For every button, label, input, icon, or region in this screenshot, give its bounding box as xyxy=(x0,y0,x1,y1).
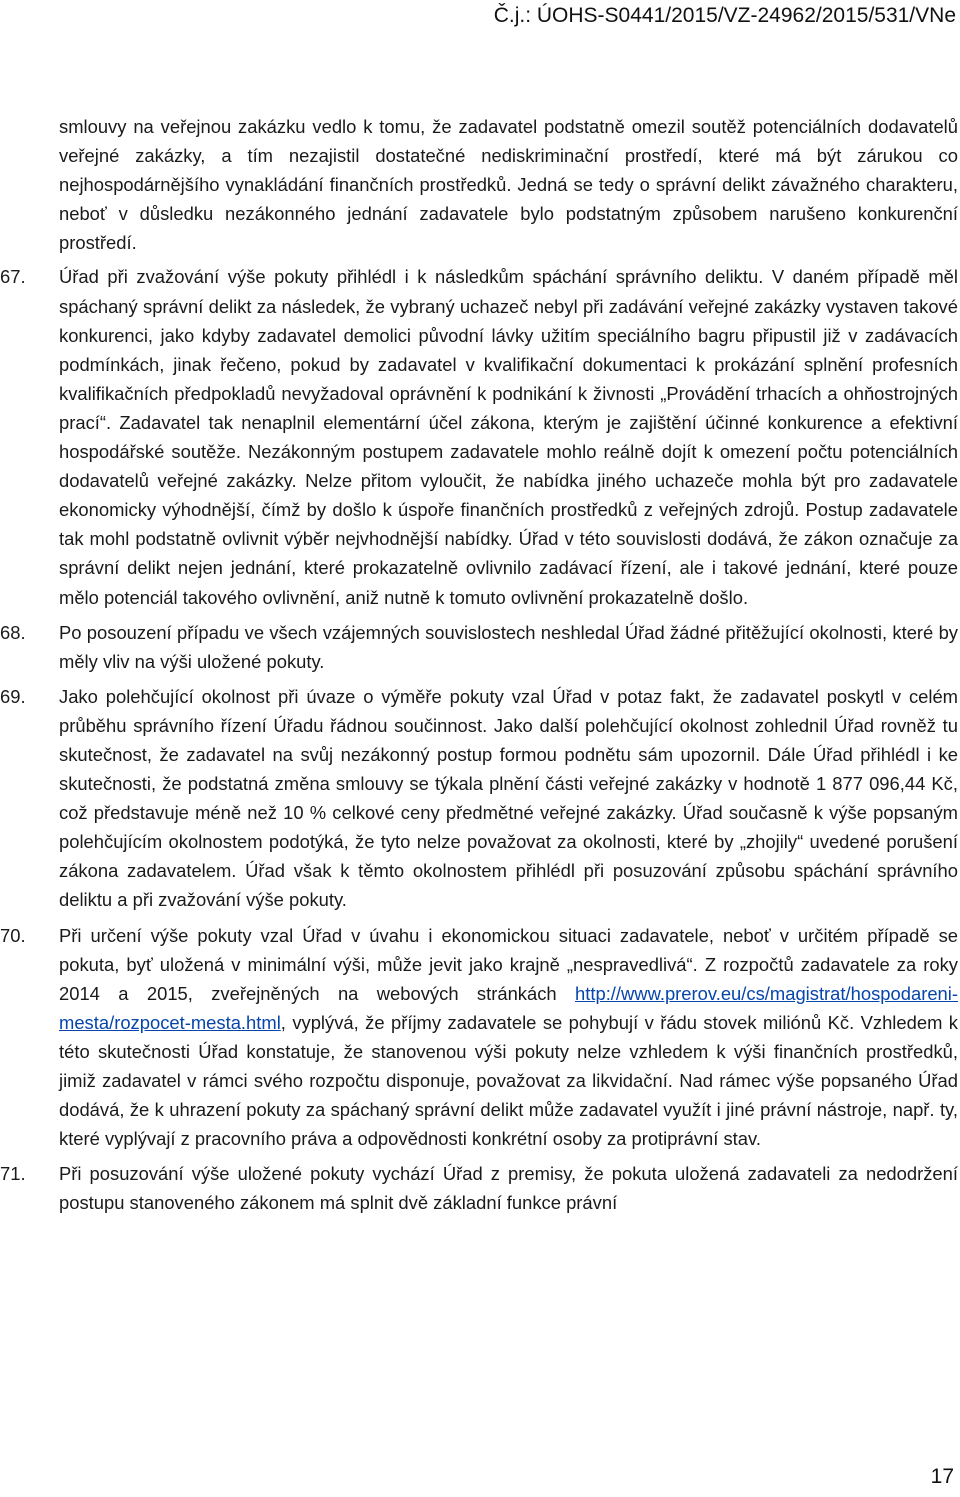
paragraph-text: Jako polehčující okolnost při úvaze o výměře pokuty vzal Úřad v potaz fakt, že zadavatel poskytl v celém průběhu správního řízení Úřadu řádnou součinnost. Jako další polehčující okolnost zohlednil Úřad rovněž tu skutečnost, že zadavatel na svůj nezákonný postup formou podnětu sám upozornil. Dále Úřad přihlédl i ke skutečnosti, že podstatná změna smlouvy se týkala plnění části veřejné zakázky v hodnotě 1 877 096,44 Kč, což představuje méně než 10 % celkové ceny předmětné veřejné zakázky. Úřad současně k výše popsaným polehčujícím okolnostem podotýká, že tyto nelze považovat za okolnosti, které by „zhojily“ uvedené porušení zákona zadavatelem. Úřad však k těmto okolnostem přihlédl při posuzování způsobu spáchání správního deliktu a při zvažování výše pokuty. xyxy=(59,685,958,911)
document-body xyxy=(0,112,958,1223)
page-number: 17 xyxy=(930,1465,954,1488)
paragraph-69 xyxy=(0,682,958,915)
document-reference: Č.j.: ÚOHS-S0441/2015/VZ-24962/2015/531/VNe xyxy=(493,4,956,27)
paragraph-70 xyxy=(0,921,958,1154)
paragraph-text xyxy=(59,921,958,1154)
paragraph-number: 67. xyxy=(0,266,26,288)
paragraph-number: 70. xyxy=(0,924,26,946)
paragraph-71 xyxy=(0,1159,958,1217)
intro-paragraph: smlouvy na veřejnou zakázku vedlo k tomu, že zadavatel podstatně omezil soutěž potenciálních dodavatelů veřejné zakázky, a tím nezajistil dostatečné nediskriminační prostředí, které má být zárukou co nejhospodárnějšího vynakládání finančních prostředků. Jedná se tedy o správní delikt závažného charakteru, neboť v důsledku nezákonného jednání zadavatele bylo podstatným způsobem narušeno konkurenční prostředí. xyxy=(59,116,958,254)
paragraph-text-before: Při určení výše pokuty vzal Úřad v úvahu i ekonomickou situaci zadavatele, neboť v určitém případě se pokuta, byť uložená v minimální výši, může jevit jako krajně „nespravedlivá“. Z rozpočtů zadavatele za roky 2014 a 2015, zveřejněných na webových stránkách xyxy=(59,924,958,1004)
paragraph-text: Po posouzení případu ve všech vzájemných souvislostech neshledal Úřad žádné přitěžující okolnosti, které by měly vliv na výši uložené pokuty. xyxy=(59,621,958,672)
paragraph-67 xyxy=(0,262,958,611)
paragraph-number: 68. xyxy=(0,621,26,643)
paragraph-number: 71. xyxy=(0,1163,26,1185)
paragraph-text-after: , vyplývá, že příjmy zadavatele se pohybují v řádu stovek miliónů Kč. Vzhledem k této skutečnosti Úřad konstatuje, že stanovenou výši pokuty nelze vzhledem k výši finančních prostředků, jimiž zadavatel v rámci svého rozpočtu disponuje, považovat za likvidační. Nad rámec výše popsaného Úřad dodává, že k uhrazení pokuty za spáchaný správní delikt může zadavatel využít i jiné právní nástroje, např. ty, které vyplývají z pracovního práva a odpovědnosti konkrétní osoby za protiprávní stav. xyxy=(59,1011,958,1150)
paragraph-68 xyxy=(0,618,958,676)
paragraph-text: Úřad při zvažování výše pokuty přihlédl i k následkům spáchání správního deliktu. V daném případě měl spáchaný správní delikt za následek, že vybraný uchazeč nebyl při zadávání veřejné zakázky vystaven takové konkurenci, jako kdyby zadavatel demolici původní lávky užitím speciálního bagru připustil již v zadávacích podmínkách, jinak řečeno, pokud by zadavatel v kvalifikační dokumentaci k prokázání splnění profesních kvalifikačních předpokladů nevyžadoval oprávnění k podnikání k živnosti „Provádění trhacích a ohňostrojných prací“. Zadavatel tak nenaplnil elementární účel zákona, kterým je zajištění účinné konkurence a efektivní hospodářské soutěže. Nezákonným postupem zadavatele mohlo reálně dojít k omezení počtu potenciálních dodavatelů veřejné zakázky. Nelze přitom vyloučit, že nabídka jiného uchazeče mohla být pro zadavatele ekonomicky výhodnější, čímž by došlo k úspoře finančních prostředků z veřejných zdrojů. Postup zadavatele tak mohl podstatně ovlivnit výběr nejvhodnější nabídky. Úřad v této souvislosti dodává, že zákon označuje za správní delikt nejen jednání, které prokazatelně ovlivnilo zadávací řízení, ale i takové jednání, které pouze mělo potenciál takového ovlivnění, aniž nutně k tomuto ovlivnění prokazatelně došlo. xyxy=(59,266,958,608)
paragraph-number: 69. xyxy=(0,685,26,707)
paragraph-text: Při posuzování výše uložené pokuty vychází Úřad z premisy, že pokuta uložená zadavateli za nedodržení postupu stanoveného zákonem má splnit dvě základní funkce právní xyxy=(59,1163,958,1214)
budget-link[interactable]: http://www.prerov.eu/cs/magistrat/hospodareni-mesta/rozpocet-mesta.html xyxy=(59,982,958,1033)
